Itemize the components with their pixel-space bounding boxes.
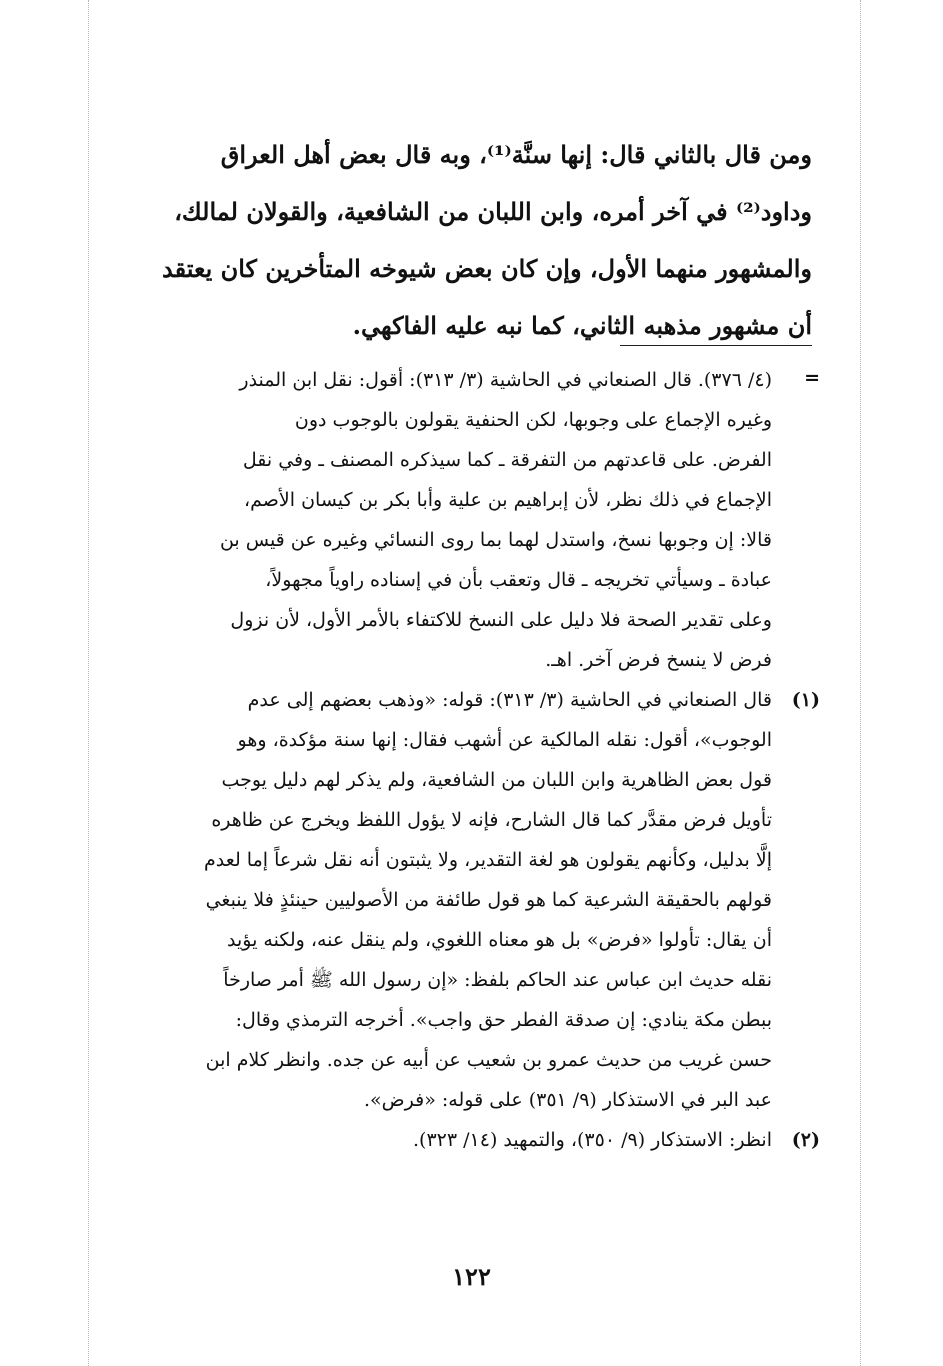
footnote-separator — [620, 345, 812, 346]
main-text-line: والمشهور منهما الأول، وإن كان بعض شيوخه المتأخرين كان يعتقد — [162, 254, 812, 283]
main-text-line: ومن قال بالثاني قال: إنها سنَّة⁽¹⁾، وبه قال بعض أهل العراق — [220, 140, 812, 169]
footnote-line: تأويل فرض مقدَّر كما قال الشارح، فإنه لا يؤول اللفظ ويخرج عن ظاهره — [211, 809, 772, 831]
footnote-line: (٤/ ٣٧٦). قال الصنعاني في الحاشية (٣/ ٣١٣): أقول: نقل ابن المنذر — [239, 369, 772, 391]
main-text-block — [128, 126, 812, 354]
footnote-line: انظر: الاستذكار (٩/ ٣٥٠)، والتمهيد (١٤/ ٣٢٣). — [413, 1129, 772, 1151]
footnote-line: عبد البر في الاستذكار (٩/ ٣٥١) على قوله: «فرض». — [364, 1089, 772, 1111]
main-text-line: وداود⁽²⁾ في آخر أمره، وابن اللبان من الشافعية، والقولان لمالك، — [174, 197, 812, 226]
footnote-line: إلَّا بدليل، وكأنهم يقولون هو لغة التقدير، ولا يثبتون أنه نقل شرعاً إما لعدم — [204, 849, 772, 871]
footnote-line: أن يقال: تأولوا «فرض» بل هو معناه اللغوي، ولم ينقل عنه، ولكنه يؤيد — [227, 929, 772, 951]
left-margin-dots — [88, 0, 89, 1366]
footnote-marker: (١) — [791, 689, 820, 711]
footnote-line: قال الصنعاني في الحاشية (٣/ ٣١٣): قوله: «وذهب بعضهم إلى عدم — [247, 689, 772, 711]
main-text-line: أن مشهور مذهبه الثاني، كما نبه عليه الفاكهي. — [352, 311, 812, 340]
page-number: ١٢٢ — [452, 1262, 491, 1291]
footnote-line: قالا: إن وجوبها نسخ، واستدل لهما بما روى النسائي وغيره عن قيس بن — [219, 529, 772, 551]
right-margin-dots — [860, 0, 861, 1366]
footnotes-block — [128, 360, 820, 1160]
footnote-line: قول بعض الظاهرية وابن اللبان من الشافعية، ولم يذكر لهم دليل يوجب — [221, 769, 772, 791]
footnote-line: الإجماع في ذلك نظر، لأن إبراهيم بن علية وأبا بكر بن كيسان الأصم، — [244, 489, 772, 511]
footnote-line: الوجوب»، أقول: نقله المالكية عن أشهب فقال: إنها سنة مؤكدة، وهو — [237, 729, 772, 751]
footnote-line: وعلى تقدير الصحة فلا دليل على النسخ للاكتفاء بالأمر الأول، لأن نزول — [230, 609, 772, 631]
footnote-line: قولهم بالحقيقة الشرعية كما هو قول طائفة من الأصوليين حينئذٍ فلا ينبغي — [205, 889, 772, 911]
footnote-line: عبادة ـ وسيأتي تخريجه ـ قال وتعقب بأن في إسناده راوياً مجهولاً، — [265, 569, 772, 591]
footnote-line: نقله حديث ابن عباس عند الحاكم بلفظ: «إن رسول الله ﷺ أمر صارخاً — [223, 969, 772, 991]
footnote-line: فرض لا ينسخ فرض آخر. اهـ. — [545, 649, 772, 671]
footnote-line: وغيره الإجماع على وجوبها، لكن الحنفية يقولون بالوجوب دون — [294, 409, 772, 431]
footnote-2 — [128, 1120, 820, 1160]
footnote-1 — [128, 680, 820, 1120]
footnote-marker: (٢) — [791, 1129, 820, 1151]
footnote-continuation — [128, 360, 820, 680]
footnote-line: الفرض. على قاعدتهم من التفرقة ـ كما سيذكره المصنف ـ وفي نقل — [242, 449, 772, 471]
footnote-line: ببطن مكة ينادي: إن صدقة الفطر حق واجب». أخرجه الترمذي وقال: — [235, 1009, 772, 1031]
continuation-marker: = — [804, 367, 820, 389]
footnote-line: حسن غريب من حديث عمرو بن شعيب عن أبيه عن جده. وانظر كلام ابن — [205, 1049, 772, 1071]
